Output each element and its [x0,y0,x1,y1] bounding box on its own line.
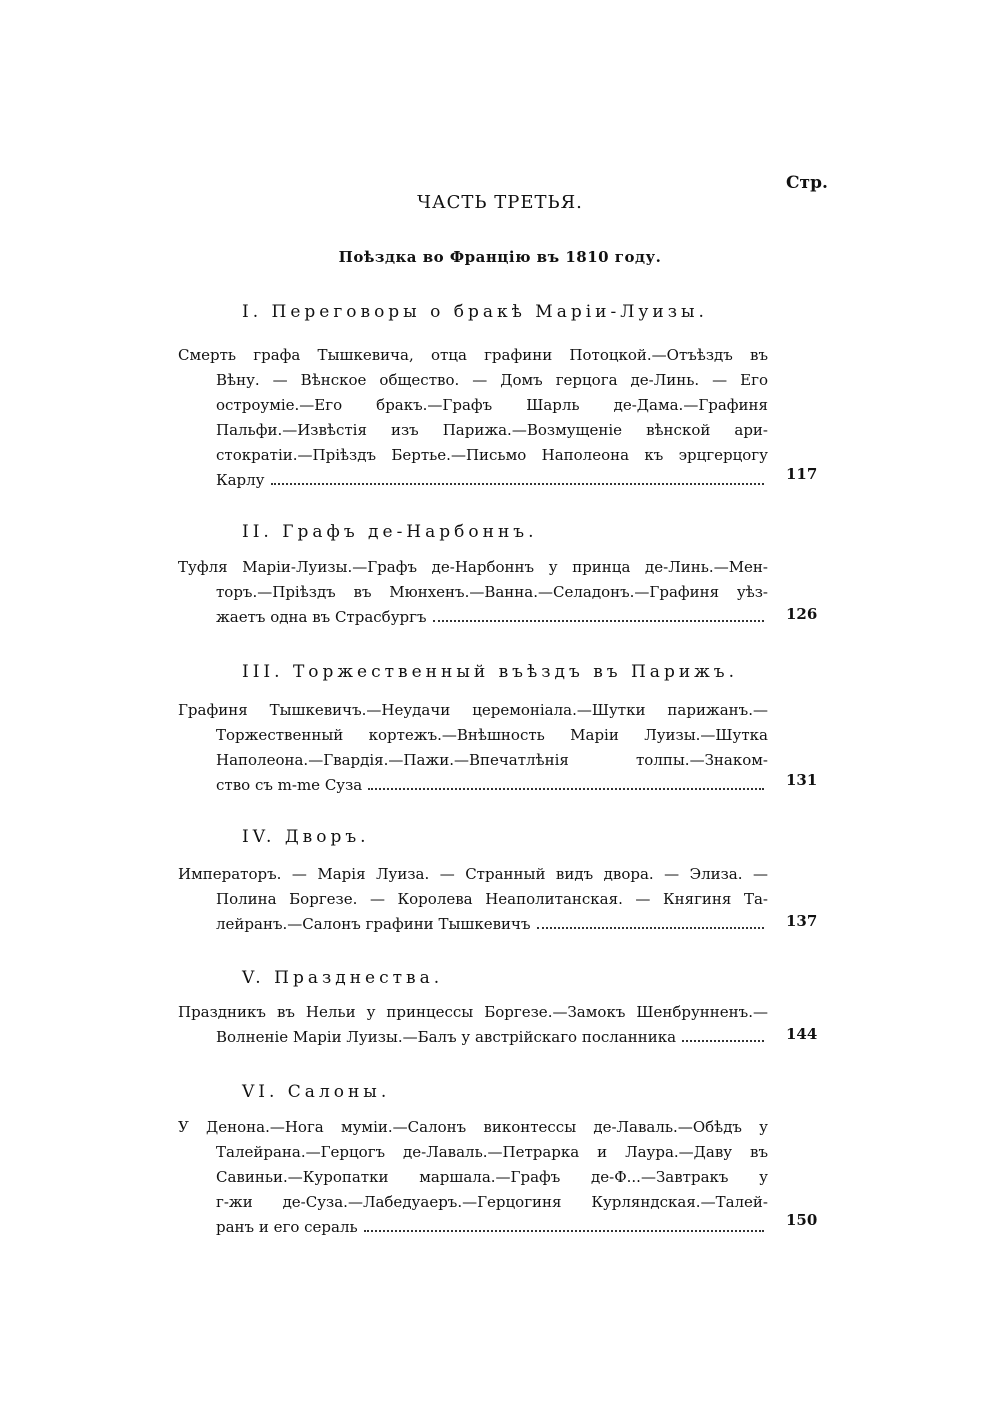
chapter-2-page: 126 [786,605,818,623]
part-subtitle: Поѣздка во Францію въ 1810 году. [338,248,662,266]
summary-line: остроуміе.—Его бракъ.—Графъ Шарль де-Дама.—Графиня [216,396,768,414]
chapter-3-summary [178,698,768,798]
dot-leader [537,927,765,929]
chapter-6-page: 150 [786,1211,818,1229]
chapter-title-5: V. Празднества. [242,968,444,988]
summary-line: Праздникъ въ Нельи у принцессы Боргезе.—Замокъ Шенбрунненъ.— [178,1003,768,1021]
chapter-4-summary [178,862,768,937]
chapter-title-3: III. Торжественный въѣздъ въ Парижъ. [242,662,739,682]
summary-line: Вѣну. — Вѣнское общество. — Домъ герцога де-Линь. — Его [216,371,768,389]
dot-leader [271,483,764,485]
summary-line: Наполеона.—Гвардія.—Пажи.—Впечатлѣнія толпы.—Знаком- [216,751,768,769]
summary-line: стократіи.—Пріѣздъ Бертье.—Письмо Наполеона къ эрцгерцогу [216,446,768,464]
dot-leader [364,1230,764,1232]
summary-line: Талейрана.—Герцогъ де-Лаваль.—Петрарка и Лаура.—Даву въ [216,1143,768,1161]
summary-line: Пальфи.—Извѣстія изъ Парижа.—Возмущеніе вѣнской ари- [216,421,768,439]
chapter-1-page: 117 [786,465,818,483]
summary-line: Савиньи.—Куропатки маршала.—Графъ де-Ф...—Завтракъ у [216,1168,768,1186]
summary-line: Торжественный кортежъ.—Внѣшность Маріи Луизы.—Шутка [216,726,768,744]
summary-line: Полина Боргезе. — Королева Неаполитанская. — Княгиня Та- [216,890,768,908]
summary-line: торъ.—Пріѣздъ въ Мюнхенъ.—Ванна.—Селадонъ.—Графиня уѣз- [216,583,768,601]
summary-line: Императоръ. — Марія Луиза. — Странный видъ двора. — Элиза. — [178,865,768,883]
summary-line: Туфля Маріи-Луизы.—Графъ де-Нарбоннъ у принца де-Линь.—Мен- [178,558,768,576]
summary-line: ство съ m-me Суза [216,776,363,794]
summary-line: ранъ и его сераль [216,1218,358,1236]
dot-leader [682,1040,764,1042]
summary-line: Волненіе Маріи Луизы.—Балъ у австрійскаго посланника [216,1028,677,1046]
chapter-4-page: 137 [786,912,818,930]
part-title: ЧАСТЬ ТРЕТЬЯ. [417,192,583,213]
chapter-title-4: IV. Дворъ. [242,827,370,847]
summary-line: лейранъ.—Салонъ графини Тышкевичъ [216,915,531,933]
chapter-3-page: 131 [786,771,818,789]
summary-line: жаетъ одна въ Страсбургъ [216,608,427,626]
chapter-5-summary [178,1000,768,1050]
chapter-6-summary [178,1115,768,1240]
chapter-5-page: 144 [786,1025,818,1043]
chapter-1-summary [178,343,768,493]
chapter-2-summary [178,555,768,630]
chapter-title-1: I. Переговоры о бракѣ Маріи-Луизы. [242,302,708,322]
summary-line: г-жи де-Суза.—Лабедуаеръ.—Герцогиня Курляндская.—Талей- [216,1193,768,1211]
dot-leader [368,788,764,790]
summary-line: Смерть графа Тышкевича, отца графини Потоцкой.—Отъѣздъ въ [178,346,768,364]
chapter-title-2: II. Графъ де-Нарбоннъ. [242,522,538,542]
page-column-label: Стр. [786,173,828,193]
dot-leader [433,620,764,622]
chapter-title-6: VI. Салоны. [242,1082,391,1102]
summary-line: Графиня Тышкевичъ.—Неудачи церемоніала.—Шутки парижанъ.— [178,701,768,719]
summary-line: У Денона.—Нога муміи.—Салонъ виконтессы де-Лаваль.—Обѣдъ у [178,1118,768,1136]
summary-line: Карлу [216,471,265,489]
